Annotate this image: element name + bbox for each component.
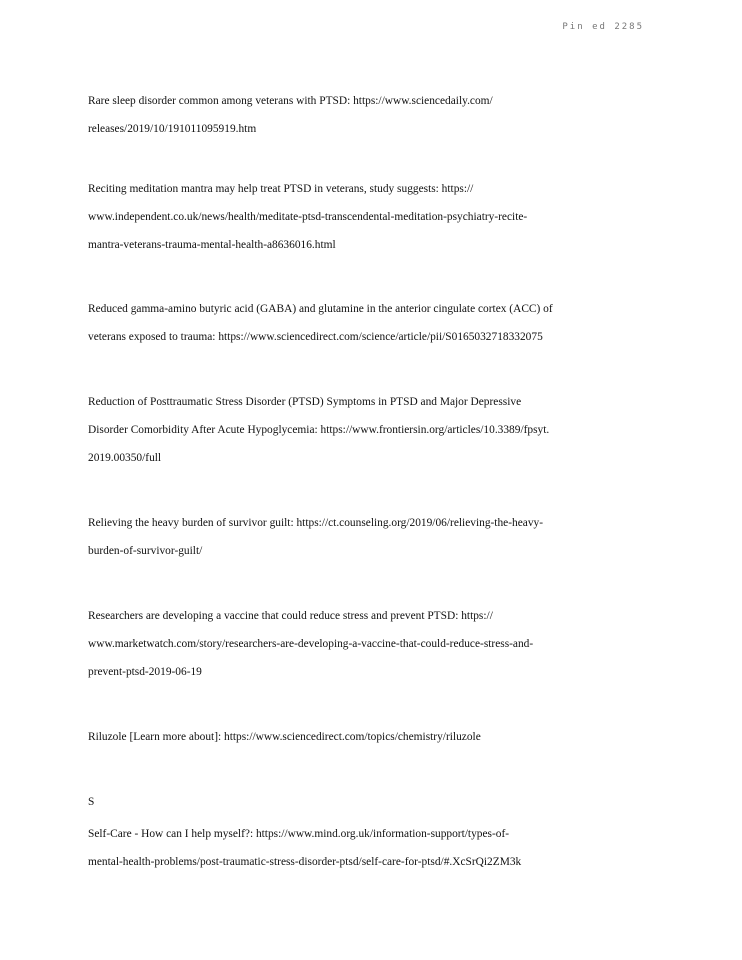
entry-line: prevent-ptsd-2019-06-19	[88, 666, 202, 678]
reference-entry	[88, 87, 648, 143]
reference-entry	[88, 723, 648, 751]
entry-line: Reciting meditation mantra may help treat PTSD in veterans, study suggests: https://	[88, 183, 474, 195]
entry-line: Researchers are developing a vaccine that could reduce stress and prevent PTSD: https://	[88, 610, 493, 622]
entry-line: Self-Care - How can I help myself?: https://www.mind.org.uk/information-support/types-of-	[88, 828, 510, 840]
page-number: Pin ed 2285	[562, 22, 644, 32]
entry-line: Disorder Comorbidity After Acute Hypoglycemia: https://www.frontiersin.org/articles/10.3389/fpsyt.	[88, 424, 550, 436]
reference-entry	[88, 175, 648, 259]
reference-entry	[88, 509, 648, 565]
entry-line: releases/2019/10/191011095919.htm	[88, 123, 257, 135]
reference-entry	[88, 388, 648, 472]
entry-line: Reduction of Posttraumatic Stress Disorder (PTSD) Symptoms in PTSD and Major Depressive	[88, 396, 522, 408]
entry-line: Riluzole [Learn more about]: https://www.sciencedirect.com/topics/chemistry/riluzole	[88, 731, 481, 743]
entry-line: veterans exposed to trauma: https://www.sciencedirect.com/science/article/pii/S0165032718332075	[88, 331, 543, 343]
entry-line: 2019.00350/full	[88, 452, 162, 464]
entry-line: Rare sleep disorder common among veterans with PTSD: https://www.sciencedaily.com/	[88, 95, 493, 107]
reference-entry	[88, 295, 648, 351]
entry-line: www.marketwatch.com/story/researchers-are-developing-a-vaccine-that-could-reduce-stress-and-	[88, 638, 534, 650]
reference-entry	[88, 820, 648, 876]
entry-line: mental-health-problems/post-traumatic-stress-disorder-ptsd/self-care-for-ptsd/#.XcSrQi2ZM3k	[88, 856, 522, 868]
entry-line: www.independent.co.uk/news/health/meditate-ptsd-transcendental-meditation-psychiatry-recite-	[88, 211, 528, 223]
entry-line: Reduced gamma-amino butyric acid (GABA) and glutamine in the anterior cingulate cortex (ACC) of	[88, 303, 553, 315]
entry-line: Relieving the heavy burden of survivor guilt: https://ct.counseling.org/2019/06/relieving-the-heavy-	[88, 517, 544, 529]
reference-entry	[88, 602, 648, 686]
entry-line: mantra-veterans-trauma-mental-health-a8636016.html	[88, 239, 336, 251]
section-letter-heading: S	[88, 796, 95, 808]
entry-line: burden-of-survivor-guilt/	[88, 545, 203, 557]
